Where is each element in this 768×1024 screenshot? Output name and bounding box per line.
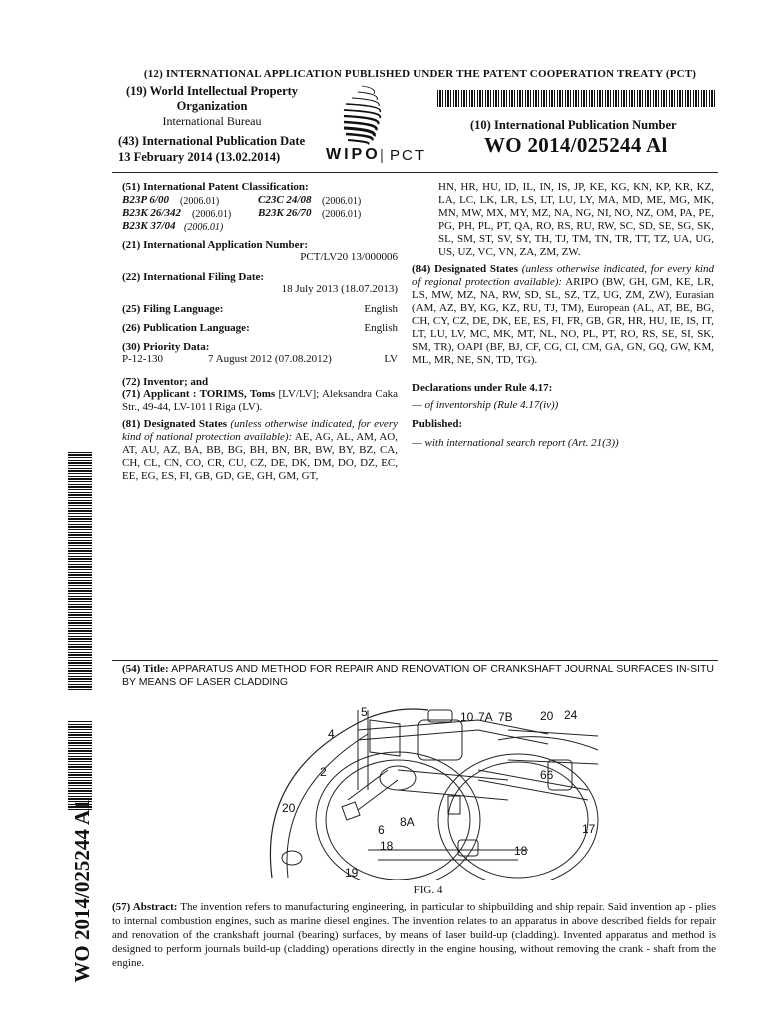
designated-states-label: (81) Designated States (122, 418, 228, 430)
published-label: Published: (412, 418, 463, 430)
app-num-label: (21) International Application Number: (122, 239, 309, 251)
designated-states-list: AE, AG, AL, AM, AO, AT, AU, AZ, BA, BB, BG, BH, BN, BR, BW, BY, BZ, CA, CH, CL, CN, CO, CR, CU, CZ, DE, DK, DM, DO, DZ, EC, EE, EG, ES, FI, GB, GD, GE, GH, GM, GT, (122, 431, 398, 482)
callout-label: 8A (400, 815, 415, 829)
ipc-year: (2006.01) (180, 196, 220, 207)
abstract (112, 900, 716, 970)
callout-label: 17 (582, 822, 596, 836)
pub-lang-label: (26) Publication Language: (122, 322, 250, 334)
title-divider (112, 660, 718, 661)
ipc-year: (2006.01) (184, 222, 224, 233)
filing-lang-label: (25) Filing Language: (122, 303, 224, 315)
ipc-year: (2006.01) (322, 196, 362, 207)
regional-states-list: ARIPO (BW, GH, GM, KE, LR, LS, MW, MZ, NA, RW, SD, SL, SZ, TZ, UG, ZM, ZW), Eurasian (AM, AZ, BY, KG, KZ, RU, TJ, TM), European (AL, AT, BE, BG, CH, CY, CZ, DE, DK, EE, ES, FI, FR, GB, GR, HR, HU, IE, IS, IT, LT, LU, LV, MC, MK, MT, NL, NO, PL, PT, RO, RS, SE, SI, SK, SM, TR), OAPI (BF, BJ, CF, CG, CI, CM, GA, GN, GQ, GW, KM, ML, MR, NE, SN, TD, TG). (412, 276, 714, 366)
applicant-block (122, 388, 398, 414)
treaty-line: (12) INTERNATIONAL APPLICATION PUBLISHED UNDER THE PATENT COOPERATION TREATY (PCT) (143, 68, 697, 80)
priority-country: LV (384, 353, 398, 365)
regional-states-note: (unless otherwise indicated, for every kind of regional protection available): (412, 263, 714, 288)
pub-number-label: (10) International Publication Number (470, 118, 677, 132)
ipc-year: (2006.01) (192, 209, 232, 220)
ipc-row-1 (122, 194, 410, 207)
title-text: APPARATUS AND METHOD FOR REPAIR AND RENOVATION OF CRANKSHAFT JOURNAL SURFACES IN-SITU BY MEANS OF LASER CLADDING (122, 663, 714, 688)
title-label: (54) Title: (122, 663, 169, 675)
org-line-1: (19) World Intellectual Property (125, 84, 299, 98)
callout-label: 18 (514, 844, 528, 858)
invention-title (122, 663, 714, 689)
wipo-org-block (112, 84, 312, 128)
regional-states-label: (84) Designated States (412, 263, 518, 275)
ipc-code: B23K 26/342 (122, 207, 181, 219)
pub-date-value: 13 February 2014 (13.02.2014) (118, 150, 281, 164)
applicant-label: (71) Applicant : TORIMS, Toms (122, 388, 276, 400)
designated-states-national (122, 418, 398, 483)
priority-label: (30) Priority Data: (122, 341, 210, 353)
filing-date-label: (22) International Filing Date: (122, 271, 265, 283)
app-num-value: PCT/LV20 13/000006 (300, 251, 398, 263)
filing-date-value: 18 July 2013 (18.07.2013) (281, 283, 398, 295)
priority-date: 7 August 2012 (07.08.2012) (208, 353, 332, 365)
callout-label: 66 (540, 768, 554, 782)
ipc-row-3 (122, 220, 410, 233)
left-column (122, 181, 410, 233)
priority-number: P-12-130 (122, 353, 163, 365)
ipc-code: B23K 37/04 (122, 220, 176, 232)
wipo-logo-text: WIPO (326, 146, 381, 163)
figure-caption: FIG. 4 (413, 884, 443, 896)
ipc-year: (2006.01) (322, 209, 362, 220)
designated-states-note: (unless otherwise indicated, for every kind of national protection available): (122, 418, 398, 443)
callout-label: 2 (320, 765, 327, 779)
callout-label: 18 (380, 839, 394, 853)
callout-label: 7B (498, 710, 513, 724)
inventor-label: (72) Inventor; and (122, 376, 209, 388)
callout-label: 20 (540, 709, 554, 723)
wipo-logo (322, 82, 434, 166)
vertical-publication-number: WO 2014/025244 A1 (70, 799, 94, 983)
figure-4 (248, 700, 608, 880)
applicant-address: [LV/LV]; Aleksandra Caka Str., 49-44, LV-101 l Riga (LV). (122, 388, 398, 413)
org-line-2: Organization (176, 99, 248, 113)
published-item: — with international search report (Art. 21(3)) (412, 437, 619, 449)
org-line-3: International Bureau (162, 114, 262, 128)
pub-date-label: (43) International Publication Date (118, 134, 306, 148)
declarations-label: Declarations under Rule 4.17: (412, 382, 553, 394)
ipc-code: B23P 6/00 (122, 194, 169, 206)
designated-states-continued: HN, HR, HU, ID, IL, IN, IS, JP, KE, KG, KN, KP, KR, KZ, LA, LC, LK, LR, LS, LT, LU, LY, MA, MD, ME, MG, MK, MN, MW, MX, MY, MZ, NA, NG, NI, NO, NZ, OM, PA, PE, PG, PH, PL, PT, QA, RO, RS, RU, RW, SC, SD, SE, SG, SK, SL, SM, ST, SV, SY, TH, TJ, TM, TN, TR, TT, TZ, UA, UG, US, UZ, VC, VN, ZA, ZM, ZW. (438, 181, 714, 258)
ipc-code: C23C 24/08 (258, 194, 312, 206)
ipc-code: B23K 26/70 (258, 207, 312, 219)
callout-label: 6 (378, 823, 385, 837)
pub-number-value: WO 2014/025244 Al (484, 133, 668, 157)
header-divider (112, 172, 718, 173)
wipo-logo-pct: PCT (390, 147, 426, 164)
side-barcode (68, 452, 92, 690)
ipc-row-2 (122, 207, 410, 220)
callout-label: 20 (282, 801, 296, 815)
apparatus-drawing (248, 700, 608, 880)
callout-label: 19 (345, 866, 359, 880)
pub-lang-value: English (364, 322, 398, 334)
filing-lang-value: English (364, 303, 398, 315)
wipo-logo-divider: | (380, 147, 384, 164)
publication-barcode (437, 90, 717, 107)
ipc-label: (51) International Patent Classification: (122, 181, 309, 193)
callout-label: 4 (328, 727, 335, 741)
abstract-text: The invention refers to manufacturing engineering, in particular to shipbuilding and ship repair. Said invention ap - plies to internal combustion engines, such as marine diesel engines. The invention relates to an apparatus in above described fields for repair and renovation of the crankshaft journal (bearing) surfaces, by means of laser build-up (cladding). Invented apparatus and method is designed to perform journals build-up (cladding) operations directly in the engine housing, without removing the crank - shaft from the engine. (112, 901, 716, 969)
callout-label: 5 (361, 705, 368, 719)
abstract-label: (57) Abstract: (112, 901, 178, 913)
declaration-item: — of inventorship (Rule 4.17(iv)) (412, 399, 559, 411)
callout-label: 7A (478, 710, 493, 724)
callout-label: 24 (564, 708, 578, 722)
callout-label: 10 (460, 710, 474, 724)
designated-states-regional (412, 263, 714, 367)
